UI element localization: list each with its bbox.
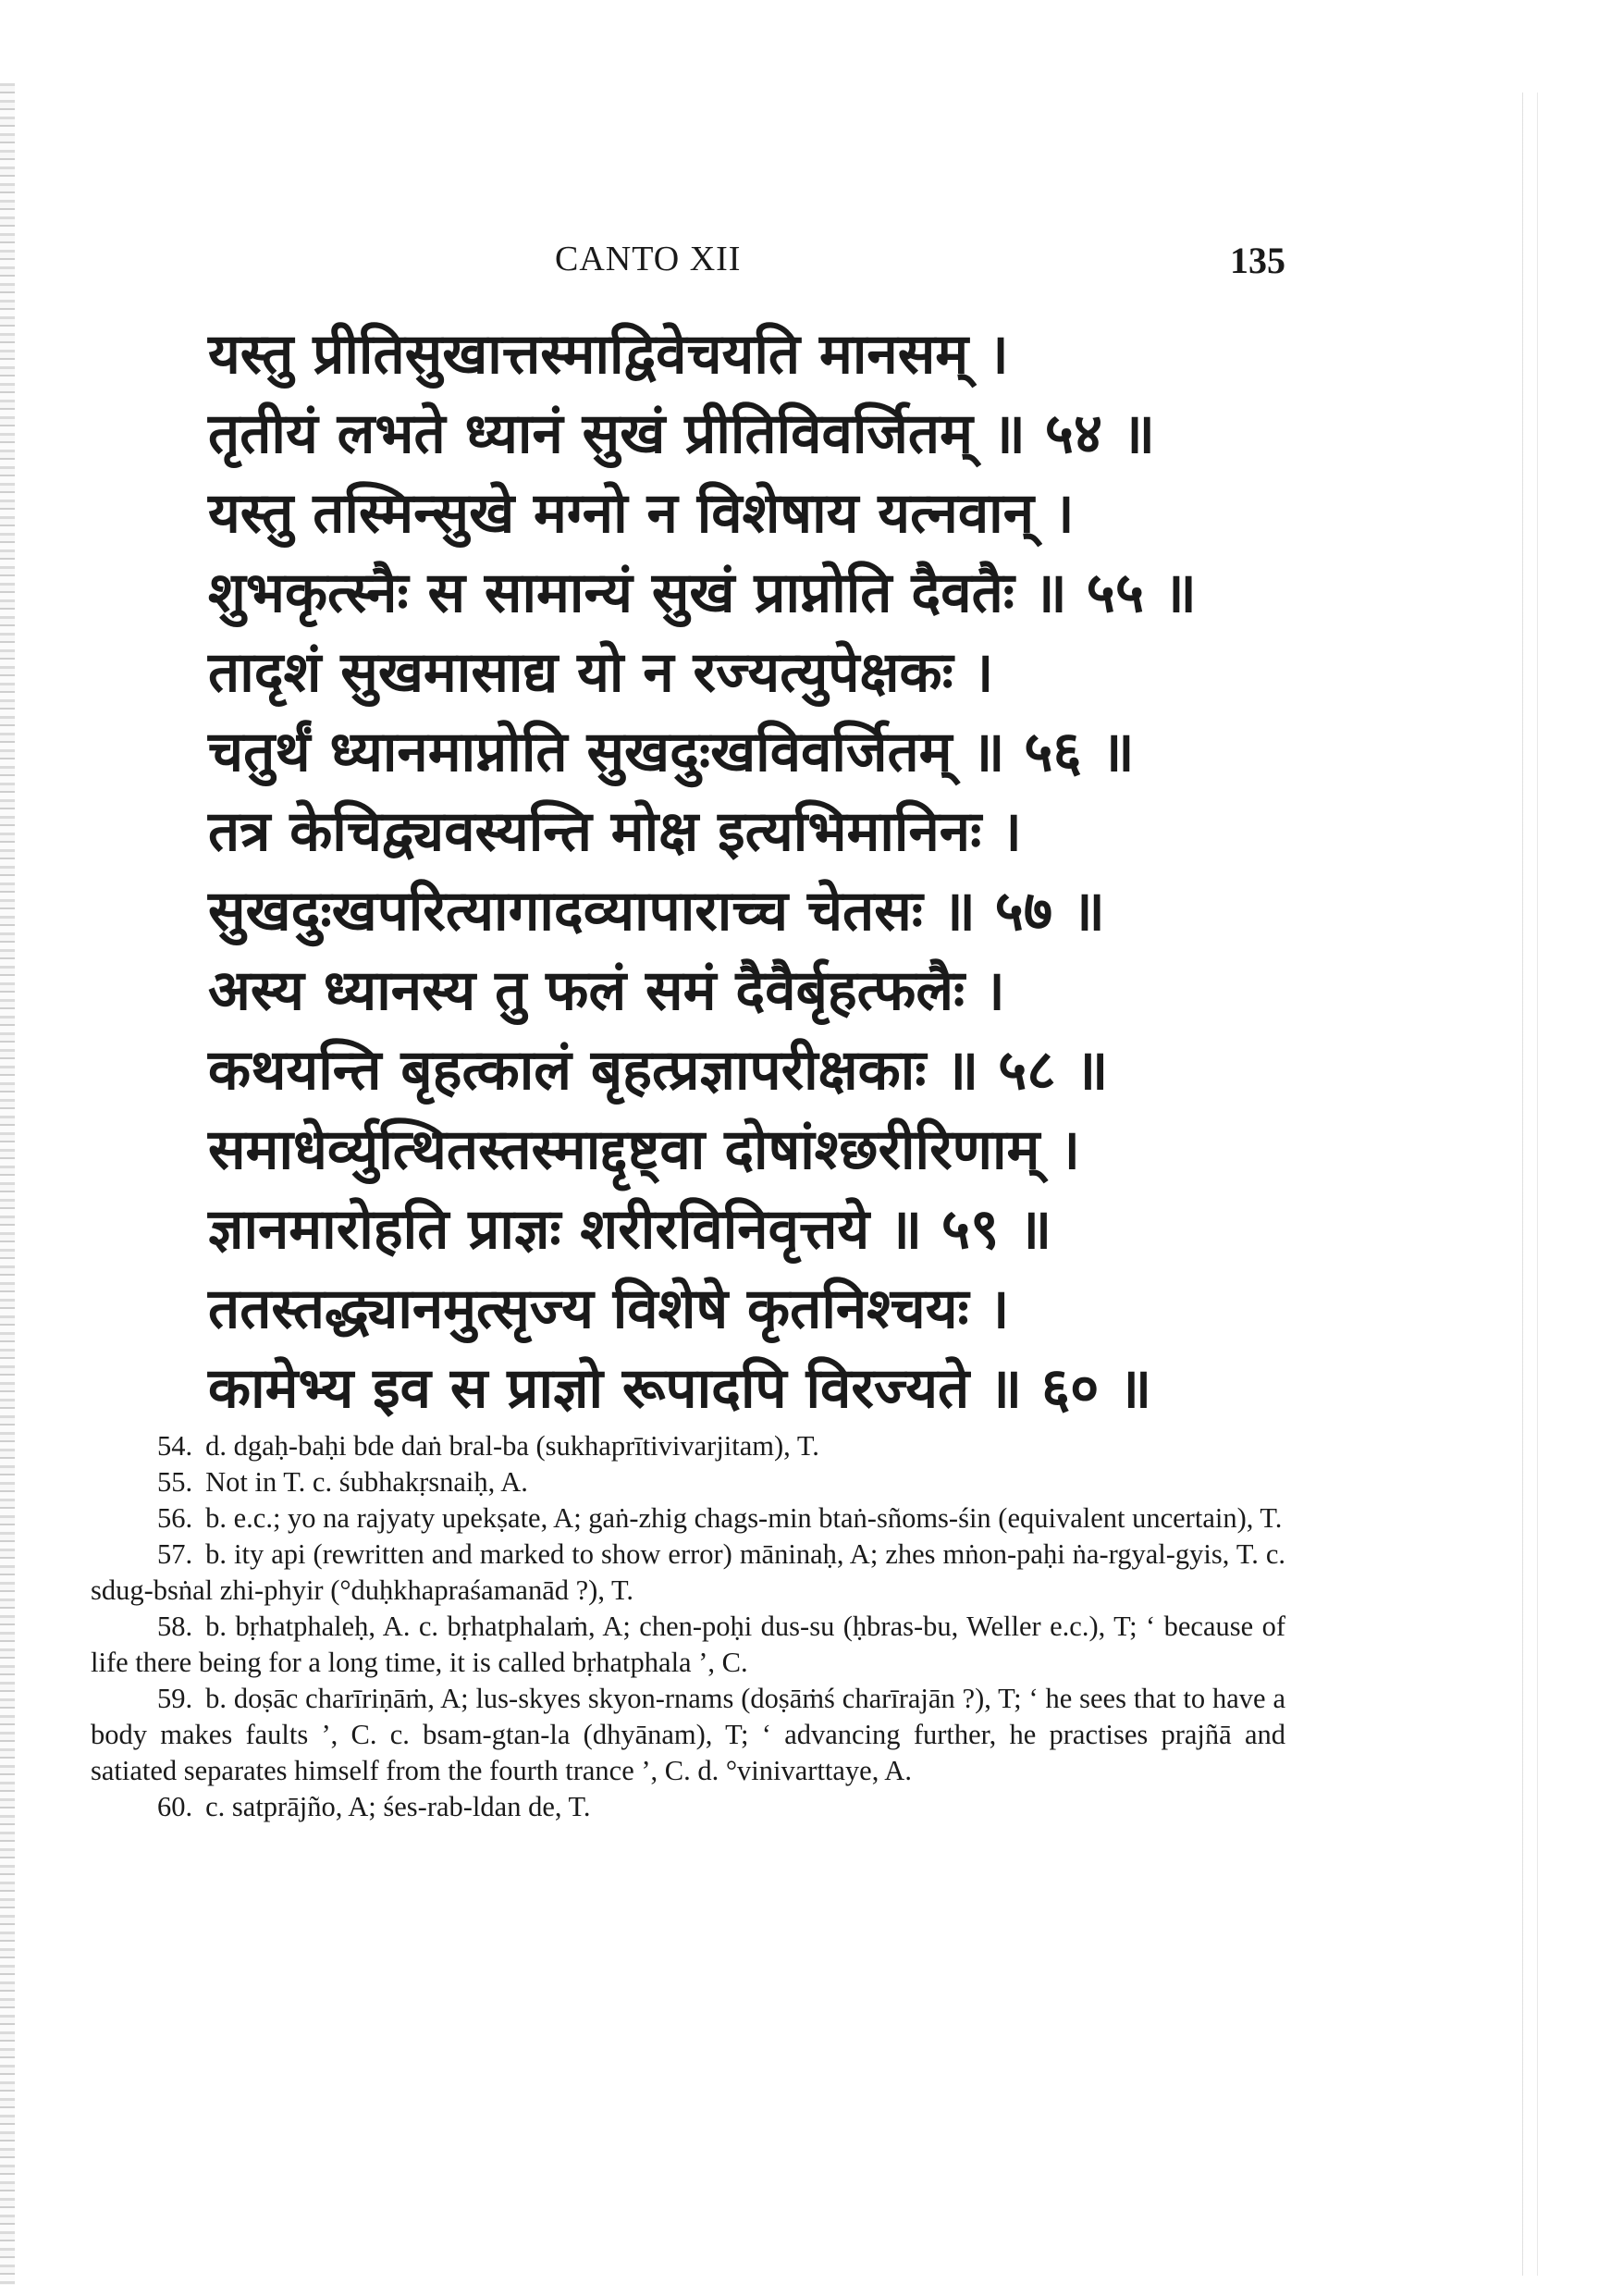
footnote-number: 60.: [157, 1791, 193, 1822]
verse-line: अस्य ध्यानस्य तु फलं समं दैवैर्बृहत्फलैः ।: [208, 958, 1005, 1023]
footnote-text: b. doṣāc charīriṇāṁ, A; lus-skyes skyon-rnams (doṣāṁś charīrajān ?), T; ‘ he sees that to have a body makes faults ’, C. c. bsam-gtan-la (dhyānam), T; ‘ advancing further, he practises prajñā and satiated separates himself from the fourth trance ’, C. d. °vinivarttaye, A.: [91, 1683, 1285, 1786]
verse-line: कामेभ्य इव स प्राज्ञो रूपादपि विरज्यते ॥ ६० ॥: [208, 1356, 1152, 1421]
footnote: [91, 1428, 1285, 1464]
verse-line: तृतीयं लभते ध्यानं सुखं प्रीतिविवर्जितम् ॥ ५४ ॥: [208, 401, 1155, 466]
page-header: [555, 239, 1285, 285]
footnote-text: b. e.c.; yo na rajyaty upekṣate, A; gaṅ-zhig chags-min btaṅ-sñoms-śin (equivalent uncertain), T.: [205, 1502, 1283, 1534]
footnote-number: 59.: [157, 1683, 193, 1714]
footnote-number: 57.: [157, 1538, 193, 1570]
verse-line: ततस्तद्ध्यानमुत्सृज्य विशेषे कृतनिश्चयः ।: [208, 1277, 1010, 1341]
footnotes: [91, 1428, 1285, 1825]
verse-line: तादृशं सुखमासाद्य यो न रज्यत्युपेक्षकः ।: [208, 640, 994, 705]
verse-line: तत्र केचिद्व्यवस्यन्ति मोक्ष इत्यभिमानिनः ।: [208, 799, 1022, 864]
page-number: 135: [1230, 240, 1285, 281]
footnote-number: 58.: [157, 1611, 193, 1642]
footnote-text: Not in T. c. śubhakṛsnaiḥ, A.: [205, 1466, 528, 1498]
sanskrit-verses: [208, 315, 1318, 1428]
verse-line: समाधेर्व्युत्थितस्तस्माद्दृष्ट्वा दोषांश्छरीरिणाम् ।: [208, 1117, 1081, 1182]
footnote: [91, 1500, 1285, 1537]
footnote: [91, 1789, 1285, 1825]
footnote: [91, 1609, 1285, 1681]
footnote: [91, 1681, 1285, 1789]
footnote-number: 54.: [157, 1430, 193, 1462]
running-head: CANTO XII: [555, 240, 742, 278]
footnote-text: d. dgaḥ-baḥi bde daṅ bral-ba (sukhaprītivivarjitam), T.: [205, 1430, 819, 1462]
verse-line: कथयन्ति बृहत्कालं बृहत्प्रज्ञापरीक्षकाः ॥ ५८ ॥: [208, 1038, 1109, 1103]
verse-line: शुभकृत्स्नैः स सामान्यं सुखं प्राप्नोति दैवतैः ॥ ५५ ॥: [208, 561, 1197, 625]
scan-edge-right: [1517, 93, 1572, 2276]
verse-line: यस्तु प्रीतिसुखात्तस्माद्विवेचयति मानसम् ।: [208, 322, 1009, 387]
verse-line: ज्ञानमारोहति प्राज्ञः शरीरविनिवृत्तये ॥ ५९ ॥: [208, 1197, 1052, 1262]
footnote: [91, 1464, 1285, 1500]
footnote-number: 55.: [157, 1466, 193, 1498]
footnote-text: b. bṛhatphaleḥ, A. c. bṛhatphalaṁ, A; chen-poḥi dus-su (ḥbras-bu, Weller e.c.), T; ‘ because of life there being for a long time, it is called bṛhatphala ’, C.: [91, 1611, 1285, 1678]
verse-line: चतुर्थं ध्यानमाप्नोति सुखदुःखविवर्जितम् ॥ ५६ ॥: [208, 720, 1135, 784]
footnote-text: c. satprājño, A; śes-rab-ldan de, T.: [205, 1791, 591, 1822]
verse-line: यस्तु तस्मिन्सुखे मग्नो न विशेषाय यत्नवान् ।: [208, 481, 1075, 546]
verse-line: सुखदुःखपरित्यागादव्यापाराच्च चेतसः ॥ ५७ ॥: [208, 879, 1105, 944]
footnote: [91, 1537, 1285, 1609]
footnote-text: b. ity api (rewritten and marked to show error) māninaḥ, A; zhes mṅon-paḥi ṅa-rgyal-gyis, T. c. sdug-bsṅal zhi-phyir (°duḥkhapraśamanād ?), T.: [91, 1538, 1285, 1606]
footnote-number: 56.: [157, 1502, 193, 1534]
scan-edge-left: [0, 83, 15, 2285]
